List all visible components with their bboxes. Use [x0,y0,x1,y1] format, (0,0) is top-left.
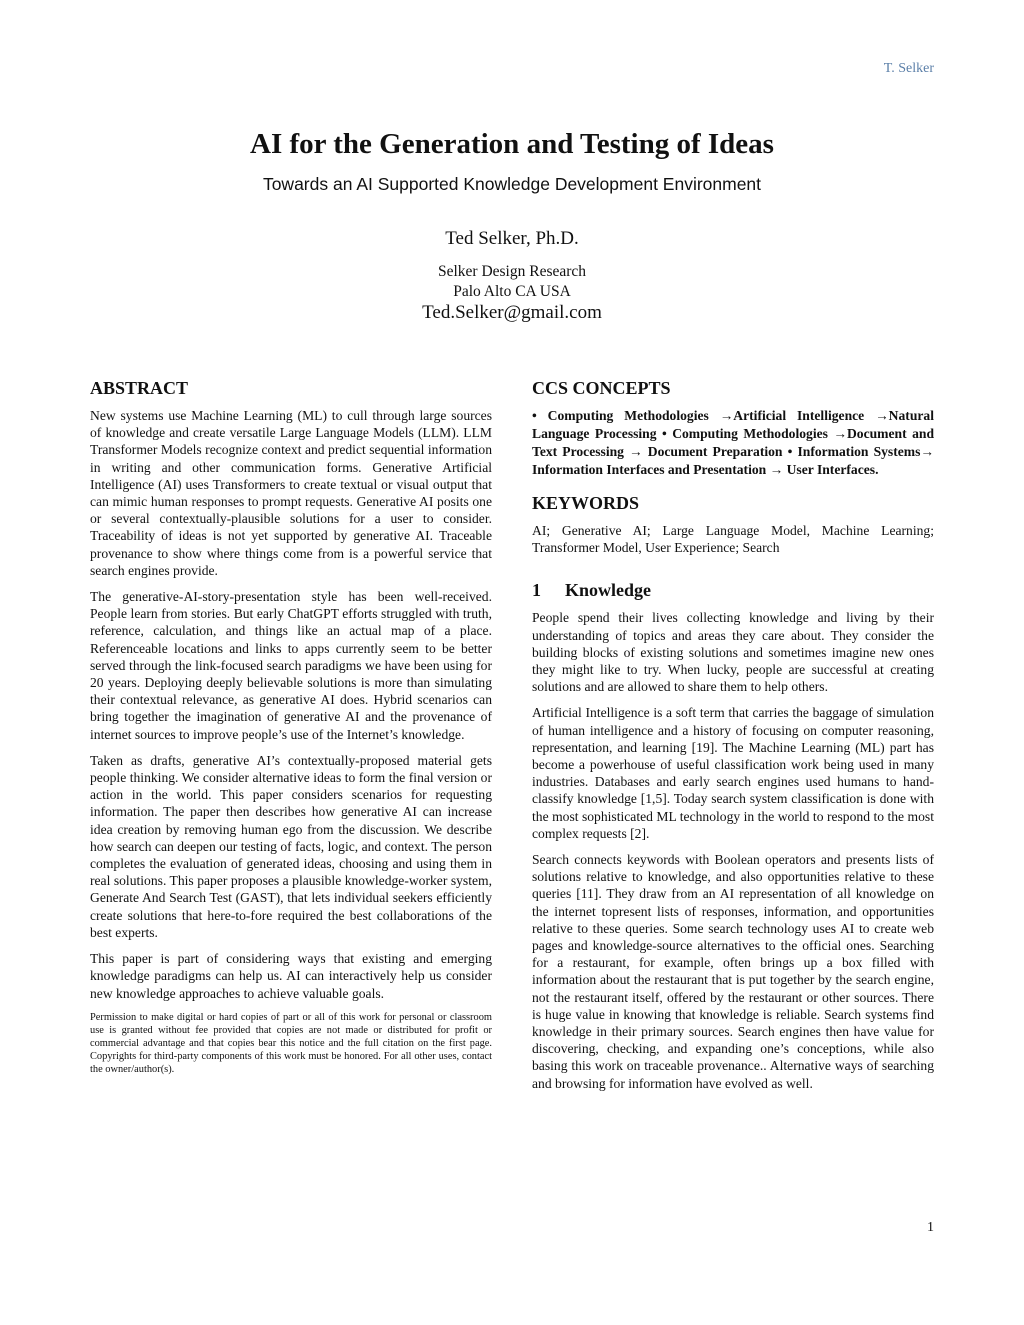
left-column [90,378,492,1076]
author-location: Palo Alto CA USA [453,283,571,300]
abstract-paragraph: New systems use Machine Learning (ML) to cull through large sources of knowledge and create versatile Large Language Models (LLM). LLM Transformer Models recognize context and predict sequential information in writing and other communication forms. Generative Artificial Intelligence (AI) uses Transformers to create textual or visual output that can mimic human responses to prompt requests. Generative AI posits one or several contextually-plausible solutions for a user to consider. Traceability of ideas is not yet supported by generative AI. Traceable provenance to show where things come from is a powerful service that search engines provide. [90,408,492,578]
section-title: Knowledge [565,580,652,601]
author-affiliation: Selker Design Research [437,263,587,280]
section-paragraph: People spend their lives collecting knowledge and living by their understanding of topics and areas they care about. They consider the building blocks of existing solutions and sometimes imagine new ones they might like to try. When lucky, people are successful at creating solutions and are allowed to share them to help others. [532,610,934,695]
section-paragraph: Artificial Intelligence is a soft term that carries the baggage of simulation of human intelligence and a history of focusing on computer reasoning, representation, and learning [19]. The Machine Learning (ML) part has become a powerhouse of useful classification work being used in many industries. Databases and early search engines used humans to hand-classify knowledge [1,5]. Today search system classification is done with the most sophisticated ML technology in the world to respond to the most complex requests [2]. [532,705,934,841]
abstract-paragraph: Taken as drafts, generative AI’s contextually-proposed material gets people thinking. We consider alternative ideas to form the final version or action in the world. This paper considers scenarios for requesting information. The paper then describes how generative AI can increase idea creation by removing human ego from the discussion. We describe how search can deepen our testing of facts, logic, and context. The person completes the evaluation of generated ideas, choosing and using them in real solutions. This paper proposes a plausible knowledge-worker system, Generate And Search Test (GAST), that lets individual seekers efficiently create solutions that here-to-fore required the best collaborations of the best experts. [90,752,492,940]
section-heading-knowledge [532,580,934,601]
paper-subtitle: Towards an AI Supported Knowledge Development Environment [262,174,762,194]
keywords-text: AI; Generative AI; Large Language Model, Machine Learning; Transformer Model, User Experience; Search [532,523,934,556]
ccs-concepts: • Computing Methodologies →Artificial Intelligence →Natural Language Processing • Computing Methodologies →Document and Text Processing → Document Preparation • Information Systems→ Information Interfaces and Presentation → User Interfaces. [532,408,934,477]
section-number: 1 [532,580,541,601]
author-name: Ted Selker, Ph.D. [445,228,579,249]
ccs-heading: CCS CONCEPTS [532,378,671,398]
abstract-paragraph: The generative-AI-story-presentation style has been well-received. People learn from stories. But early ChatGPT efforts struggled with truth, reference, calculation, and things like an actual map of a place. Referenceable locations and links to apps currently seem to be better served through the link-focused search paradigms we have been using for 20 years. Deploying deeply believable solutions is more than simulating their contextual relevance, as generative AI does. Hybrid scenarios can bring together the imagination of generative AI and the provenance of internet sources to improve people’s use of the Internet’s knowledge. [90,589,492,742]
abstract-paragraph: This paper is part of considering ways that existing and emerging knowledge paradigms can help us. AI can interactively help us consider new knowledge approaches to achieve valuable goals. [90,951,492,1001]
section-paragraph: Search connects keywords with Boolean operators and presents lists of solutions relative to knowledge, and also opportunities relative to these queries [11]. They draw from an AI representation of all knowledge on the internet topresent lists of responses, information, and opportunities relative to these queries. Some search technology uses AI to create web pages and knowledge-source alternatives to the official ones. Searching for a restaurant, for example, often brings up a box filled with information about the restaurant that is put together by the search engine, not the restaurant itself, offered by the restaurant or other sources. There is huge value in knowing that knowledge is reliable. Search systems find knowledge in their primary sources. Search engines then have value for discovering, checking, and expanding one’s conceptions, while also basing this work on traceable provenance.. Alternative ways of searching and browsing for information have evolved as well. [532,852,934,1091]
page-number: 1 [927,1220,934,1235]
keywords-heading: KEYWORDS [532,493,640,513]
right-column [532,378,934,1101]
permission-notice: Permission to make digital or hard copies of part or all of this work for personal or classroom use is granted without fee provided that copies are not made or distributed for profit or commercial advantage and that copies bear this notice and the full citation on the first page. Copyrights for third-party components of this work must be honored. For all other uses, contact the owner/author(s). [90,1011,492,1075]
paper-title: AI for the Generation and Testing of Ideas [250,128,774,160]
running-head: T. Selker [883,61,934,76]
abstract-heading: ABSTRACT [90,378,189,398]
author-email[interactable]: Ted.Selker@gmail.com [422,302,602,323]
